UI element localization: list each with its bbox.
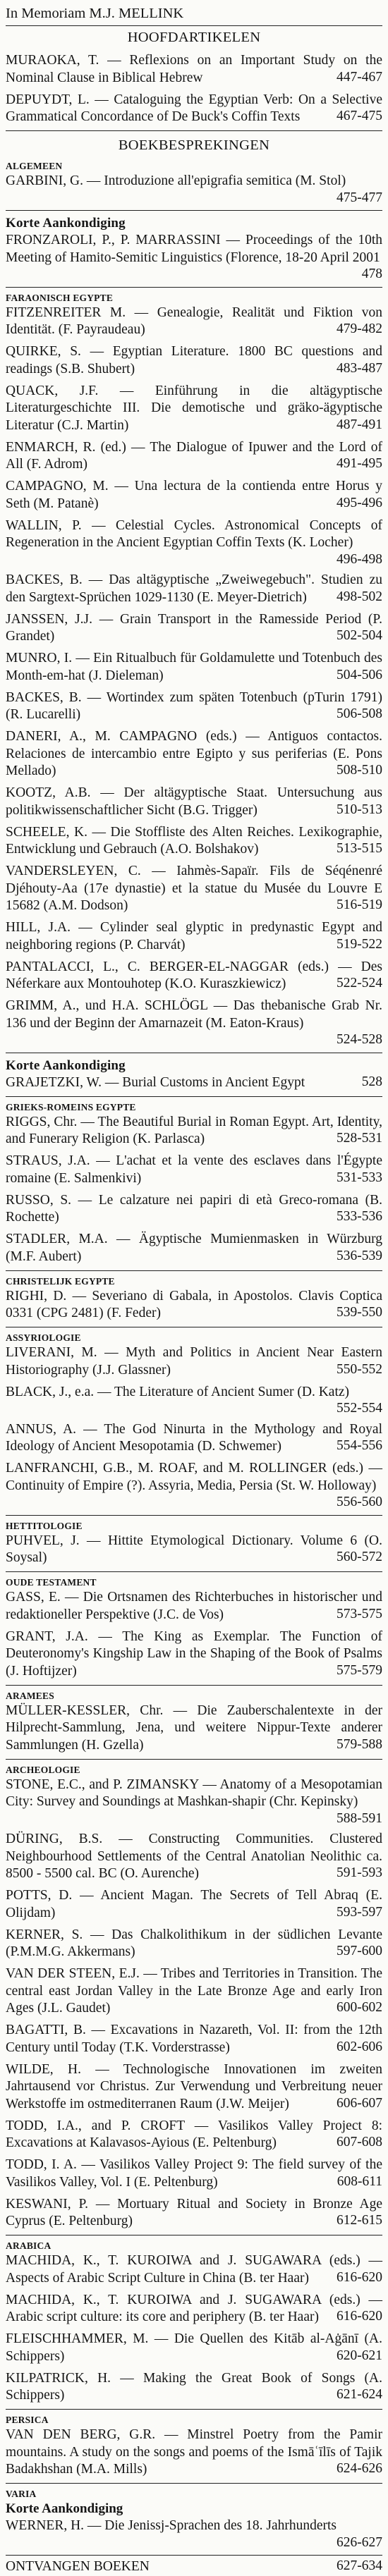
entry-pages: 575-579 bbox=[337, 1662, 382, 1678]
entry-text: STRAUS, J.A. — L'achat et la vente des esclaves dans l'Égypte romaine (E. Salmenkivi) bbox=[6, 1153, 382, 1186]
entry-pages: 495-496 bbox=[337, 495, 382, 510]
entry-pages: 597-600 bbox=[337, 1944, 382, 1958]
entry-text: LANFRANCHI, G.B., M. ROAF, and M. ROLLINGER (eds.) — Continuity of Empire (?). Assyria, Media, Persia (St. W. Holloway) bbox=[6, 1461, 382, 1493]
entry-text: RIGHI, D. — Severiano di Gabala, in Apostolos. Clavis Coptica 0331 (CPG 2481) (F. Feder) bbox=[6, 1288, 382, 1320]
section-group bbox=[6, 1520, 382, 1567]
toc-entry bbox=[6, 2517, 382, 2551]
entry-text: LIVERANI, M. — Myth and Politics in Ancient Near Eastern Historiography (J.J. Glassner) bbox=[6, 1345, 382, 1378]
entry-pages: 616-620 bbox=[337, 2269, 382, 2285]
entry-text: VAN DEN BERG, G.R. — Minstrel Poetry from the Pamir mountains. A study on the songs and poems of the Ismāʿīlīs of Tajik Badakhshan (M.A. Mills) bbox=[6, 2427, 382, 2477]
group-divider bbox=[6, 1270, 382, 1271]
toc-entry bbox=[6, 959, 382, 993]
entry-pages: 556-560 bbox=[337, 1495, 382, 1509]
entry-text: ANNUS, A. — The God Ninurta in the Mythology and Royal Ideology of Ancient Mesopotamia (D. Schwemer) bbox=[6, 1421, 382, 1454]
toc-entry bbox=[6, 1421, 382, 1456]
toc-entry bbox=[6, 439, 382, 474]
section-group bbox=[6, 1275, 382, 1323]
section-group bbox=[6, 52, 382, 126]
entry-pages: 483-487 bbox=[337, 360, 382, 376]
entry-pages: 487-491 bbox=[337, 417, 382, 432]
entry-pages: 524-528 bbox=[337, 1032, 382, 1047]
toc-entry bbox=[6, 2157, 382, 2191]
entry-text: CAMPAGNO, M. — Una lectura de la contienda entre Horus y Seth (M. Patanè) bbox=[6, 479, 382, 511]
section-title: HOOFDARTIKELEN bbox=[127, 30, 261, 45]
group-divider bbox=[6, 1685, 382, 1686]
entry-pages: 531-533 bbox=[337, 1170, 382, 1185]
section-group bbox=[6, 1332, 382, 1510]
section-group bbox=[6, 2488, 382, 2551]
toc-entry bbox=[6, 1114, 382, 1148]
entry-pages: 607-608 bbox=[337, 2135, 382, 2149]
entry-pages: 504-506 bbox=[337, 667, 382, 682]
entry-text: STADLER, M.A. — Ägyptische Mumienmasken in Würzburg (M.F. Aubert) bbox=[6, 1232, 382, 1264]
section-group bbox=[6, 2414, 382, 2479]
section-group bbox=[6, 1101, 382, 1266]
entry-text: PUHVEL, J. — Hittite Etymological Dictionary. Volume 6 (O. Soysal) bbox=[6, 1533, 382, 1565]
toc-entry bbox=[6, 1231, 382, 1265]
toc-entry bbox=[6, 173, 382, 206]
entry-text: FLEISCHHAMMER, M. — Die Quellen des Kitāb al-Aġānī (A. Schippers) bbox=[6, 2331, 382, 2364]
short-announcement-heading: Korte Aankondiging bbox=[6, 1057, 126, 1073]
toc-entry bbox=[6, 2022, 382, 2056]
toc-entry bbox=[6, 689, 382, 724]
sections bbox=[6, 26, 382, 2556]
entry-text: KESWANI, P. — Mortuary Ritual and Society in Bronze Age Cyprus (E. Peltenburg) bbox=[6, 2196, 382, 2228]
entry-text: BACKES, B. — Wortindex zum späten Totenbuch (pTurin 1791) (R. Lucarelli) bbox=[6, 689, 382, 722]
entry-text: BLACK, J., e.a. — The Literature of Ancient Sumer (D. Katz) bbox=[6, 1384, 350, 1399]
toc-entry bbox=[6, 1533, 382, 1567]
toc-entry bbox=[6, 785, 382, 819]
entry-text: RUSSO, S. — Le calzature nei papiri di età Greco-romana (B. Rochette) bbox=[6, 1192, 382, 1225]
toc-entry bbox=[6, 728, 382, 780]
entry-pages: 510-513 bbox=[337, 802, 382, 817]
entry-text: MACHIDA, K., T. KUROIWA and J. SUGAWARA (eds.) — Arabic script culture: its core and periphery (B. ter Haar) bbox=[6, 2292, 382, 2324]
group-heading: FARAONISCH EGYPTE bbox=[6, 292, 114, 303]
group-divider bbox=[6, 1759, 382, 1760]
section-group bbox=[6, 1690, 382, 1755]
toc-entry bbox=[6, 232, 382, 282]
entry-pages: 560-572 bbox=[337, 1550, 382, 1564]
entry-pages: 552-554 bbox=[337, 1401, 382, 1416]
toc-entry bbox=[6, 1344, 382, 1379]
section-group bbox=[6, 215, 382, 282]
entry-text: POTTS, D. — Ancient Magan. The Secrets of Tell Abraq (E. Olijdam) bbox=[6, 1888, 382, 1920]
entry-text: MACHIDA, K., T. KUROIWA and J. SUGAWARA (eds.) — Aspects of Arabic Script Culture in China (B. ter Haar) bbox=[6, 2253, 382, 2286]
entry-text: WALLIN, P. — Celestial Cycles. Astronomical Concepts of Regeneration in the Ancient Egyptian Coffin Texts (K. Locher) bbox=[6, 517, 382, 550]
toc-entry bbox=[6, 1629, 382, 1681]
toc-entry bbox=[6, 1887, 382, 1922]
group-heading: ARABICA bbox=[6, 2240, 51, 2251]
entry-text: TODD, I.A., and P. CROFT — Vasilikos Valley Project 8: Excavations at Kalavasos-Ayious (E. Peltenburg) bbox=[6, 2118, 382, 2150]
toc-entry bbox=[6, 1153, 382, 1187]
toc-entry bbox=[6, 2118, 382, 2152]
group-heading: ARCHEOLOGIE bbox=[6, 1764, 80, 1775]
entry-text: MUNRO, I. — Ein Ritualbuch für Goldamulette und Totenbuch des Month-em-hat (J. Dieleman) bbox=[6, 651, 382, 683]
received-books-entry bbox=[6, 2558, 382, 2576]
toc-entry bbox=[6, 1831, 382, 1883]
toc-entry bbox=[6, 2252, 382, 2287]
entry-text: MURAOKA, T. — Reflexions on an Important Study on the Nominal Clause in Biblical Hebrew bbox=[6, 53, 382, 85]
entry-pages: 621-624 bbox=[337, 2387, 382, 2402]
entry-text: GASS, E. — Die Ortsnamen des Richterbuches in historischer und redaktioneller Perspektive (J.C. de Vos) bbox=[6, 1590, 382, 1622]
entry-pages: 447-467 bbox=[337, 69, 382, 85]
entry-pages: 588-591 bbox=[337, 1810, 382, 1826]
group-divider bbox=[6, 1571, 382, 1572]
entry-pages: 554-556 bbox=[337, 1438, 382, 1453]
group-heading: ARAMEES bbox=[6, 1690, 54, 1701]
entry-text: GRANT, J.A. — The King as Exemplar. The Function of Deuteronomy's Kingship Law in the Shaping of the Book of Psalms (J. Hoftijzer) bbox=[6, 1629, 382, 1679]
entry-pages: 536-539 bbox=[337, 1248, 382, 1263]
entry-text: WERNER, H. — Die Jenissj-Sprachen des 18. Jahrhunderts bbox=[6, 2518, 337, 2533]
entry-text: STONE, E.C., and P. ZIMANSKY — Anatomy of a Mesopotamian City: Survey and Soundings at Mashkan-shapir (Chr. Kepinsky) bbox=[6, 1777, 382, 1809]
toc-entry bbox=[6, 2370, 382, 2405]
entry-text: FRONZAROLI, P., P. MARRASSINI — Proceedings of the 10th Meeting of Hamito-Semitic Linguistics (Florence, 18-20 April 2001 bbox=[6, 233, 382, 265]
entry-text: PANTALACCI, L., C. BERGER-EL-NAGGAR (eds.) — Des Néferkare aux Montouhotep (K.O. Kuraszkiewicz) bbox=[6, 959, 382, 991]
entry-pages: 528 bbox=[361, 1074, 382, 1089]
group-heading: GRIEKS-ROMEINS EGYPTE bbox=[6, 1101, 136, 1112]
group-divider bbox=[6, 287, 382, 288]
entry-text: MÜLLER-KESSLER, Chr. — Die Zauberschalentexte in der Hilprecht-Sammlung, Jena, und weitere Nippur-Texte anderer Sammlungen (H. Gzella) bbox=[6, 1703, 382, 1753]
toc-entry bbox=[6, 1703, 382, 1755]
group-heading: VARIA bbox=[6, 2489, 37, 2499]
group-heading: PERSICA bbox=[6, 2415, 49, 2425]
group-divider bbox=[6, 2555, 382, 2556]
toc-entry bbox=[6, 2061, 382, 2114]
toc-entry bbox=[6, 1460, 382, 1510]
entry-pages: 608-611 bbox=[337, 2173, 382, 2189]
toc-entry bbox=[6, 343, 382, 378]
group-divider bbox=[6, 210, 382, 211]
toc-entry bbox=[6, 998, 382, 1048]
entry-text: QUIRKE, S. — Egyptian Literature. 1800 BC questions and readings (S.B. Shubert) bbox=[6, 344, 382, 376]
group-heading: ASSYRIOLOGIE bbox=[6, 1332, 81, 1343]
entry-pages: 627-634 bbox=[337, 2558, 382, 2573]
entry-pages: 506-508 bbox=[337, 706, 382, 721]
entry-pages: 513-515 bbox=[337, 841, 382, 856]
entry-pages: 624-626 bbox=[337, 2461, 382, 2476]
entry-text: GRIMM, A., und H.A. SCHLÖGL — Das thebanische Grab Nr. 136 und der Beginn der Amarnazeit (M. Eaton-Kraus) bbox=[6, 998, 382, 1031]
entry-text: ENMARCH, R. (ed.) — The Dialogue of Ipuwer and the Lord of All (F. Adrom) bbox=[6, 439, 382, 472]
entry-pages: 539-550 bbox=[337, 1305, 382, 1320]
short-announcement-heading: Korte Aankondiging bbox=[6, 2501, 123, 2516]
section-group bbox=[6, 2240, 382, 2405]
entry-pages: 502-504 bbox=[337, 628, 382, 643]
toc-entry bbox=[6, 2292, 382, 2326]
short-announcement-heading: Korte Aankondiging bbox=[6, 216, 126, 231]
entry-text: VAN DER STEEN, E.J. — Tribes and Territories in Transition. The central east Jordan Valley in the Late Bronze Age and early Iron Ages (J.L. Gaudet) bbox=[6, 1966, 382, 2016]
entry-pages: 496-498 bbox=[337, 551, 382, 567]
section-group bbox=[6, 292, 382, 1048]
entry-pages: 606-607 bbox=[337, 2095, 382, 2111]
entry-text: KILPATRICK, H. — Making the Great Book of Songs (A. Schippers) bbox=[6, 2370, 382, 2403]
entry-text: DÜRING, B.S. — Constructing Communities. Clustered Neighbourhood Settlements of the Central Anatolian Neolithic ca. 8500 - 5500 cal. BC (O. Aurenche) bbox=[6, 1832, 382, 1881]
entry-text: GARBINI, G. — Introduzione all'epigrafia semitica (M. Stol) bbox=[6, 173, 346, 188]
toc-entry bbox=[6, 52, 382, 87]
toc-entry bbox=[6, 1927, 382, 1961]
toc-entry bbox=[6, 517, 382, 568]
toc-entry bbox=[6, 1192, 382, 1227]
entry-pages: 600-602 bbox=[337, 2000, 382, 2015]
entry-text: DANERI, A., M. CAMPAGNO (eds.) — Antiguos contactos. Relaciones de intercambio entre Egipto y sus periferias (E. Pons Mellado) bbox=[6, 729, 382, 778]
toc-entry bbox=[6, 1777, 382, 1827]
entry-text: QUACK, J.F. — Einführung in die altägyptische Literaturgeschichte III. Die demotische und gräko-ägyptische Literatur (C.J. Martin) bbox=[6, 383, 382, 433]
group-divider bbox=[6, 1515, 382, 1516]
entry-text: HILL, J.A. — Cylinder seal glyptic in predynastic Egypt and neighboring regions (P. Charvát) bbox=[6, 920, 382, 952]
entry-pages: 616-620 bbox=[337, 2309, 382, 2324]
entry-pages: 591-593 bbox=[337, 1865, 382, 1880]
group-divider bbox=[6, 1096, 382, 1097]
section-group bbox=[6, 1764, 382, 2231]
toc-entry bbox=[6, 572, 382, 606]
entry-pages: 516-519 bbox=[337, 897, 382, 912]
entry-pages: 519-522 bbox=[337, 936, 382, 952]
section-group bbox=[6, 1576, 382, 1680]
entry-text: KERNER, S. — Das Chalkolithikum in der südlichen Levante (P.M.M.G. Akkermans) bbox=[6, 1927, 382, 1959]
toc-entry bbox=[6, 2196, 382, 2231]
entry-pages: 626-627 bbox=[337, 2534, 382, 2550]
toc-entry bbox=[6, 1074, 382, 1092]
section-group bbox=[6, 1057, 382, 1092]
entry-pages: 620-621 bbox=[337, 2348, 382, 2363]
entry-text: BACKES, B. — Das altägyptische „Zweiwegebuch". Studien zu den Sargtext-Sprüchen 1029-1130 (E. Meyer-Dietrich) bbox=[6, 572, 382, 605]
section-group bbox=[6, 160, 382, 206]
toc-entry bbox=[6, 2331, 382, 2365]
toc-entry bbox=[6, 611, 382, 646]
entry-pages: 478 bbox=[361, 266, 382, 281]
toc-entry bbox=[6, 305, 382, 339]
group-heading: CHRISTELIJK EGYPTE bbox=[6, 1275, 115, 1287]
entry-text: GRAJETZKI, W. — Burial Customs in Ancient Egypt bbox=[6, 1074, 305, 1090]
entry-pages: 508-510 bbox=[337, 763, 382, 778]
group-divider bbox=[6, 2483, 382, 2484]
toc-entry bbox=[6, 824, 382, 859]
entry-text: DEPUYDT, L. — Cataloguing the Egyptian Verb: On a Selective Grammatical Concordance of De Buck's Coffin Texts bbox=[6, 92, 382, 124]
toc-entry bbox=[6, 1384, 382, 1417]
entry-pages: 467-475 bbox=[337, 109, 382, 123]
entry-pages: 528-531 bbox=[337, 1131, 382, 1146]
entry-pages: 498-502 bbox=[337, 589, 382, 604]
entry-pages: 612-615 bbox=[337, 2213, 382, 2228]
toc-entry bbox=[6, 2427, 382, 2479]
entry-text: SCHEELE, K. — Die Stoffliste des Alten Reiches. Lexikographie, Entwicklung und Gebrauch (A.O. Bolshakov) bbox=[6, 824, 382, 857]
entry-pages: 579-588 bbox=[337, 1736, 382, 1752]
toc-entry bbox=[6, 1965, 382, 2018]
toc-entry bbox=[6, 919, 382, 954]
entry-pages: 593-597 bbox=[337, 1904, 382, 1920]
toc-entry bbox=[6, 1288, 382, 1323]
entry-text: TODD, I. A. — Vasilikos Valley Project 9: The field survey of the Vasilikos Valley, Vol. I (E. Peltenburg) bbox=[6, 2157, 382, 2190]
group-heading: HETTITOLOGIE bbox=[6, 1520, 83, 1531]
toc-entry bbox=[6, 478, 382, 513]
entry-text: RIGGS, Chr. — The Beautiful Burial in Roman Egypt. Art, Identity, and Funerary Religion (K. Parlasca) bbox=[6, 1114, 382, 1146]
entry-pages: 550-552 bbox=[337, 1361, 382, 1377]
toc-entry bbox=[6, 1589, 382, 1624]
entry-pages: 479-482 bbox=[337, 321, 382, 336]
group-heading: ALGEMEEN bbox=[6, 161, 63, 171]
entry-pages: 533-536 bbox=[337, 1209, 382, 1224]
entry-text: BAGATTI, B. — Excavations in Nazareth, Vol. II: from the 12th Century until Today (T.K. Vorderstrasse) bbox=[6, 2023, 382, 2055]
entry-text: JANSSEN, J.J. — Grain Transport in the Ramesside Period (P. Grandet) bbox=[6, 611, 382, 644]
entry-text: ONTVANGEN BOEKEN bbox=[6, 2559, 150, 2574]
entry-pages: 602-606 bbox=[337, 2039, 382, 2054]
entry-text: KOOTZ, A.B. — Der altägyptische Staat. Untersuchung aus politikwissenschaftlicher Sicht (B.G. Trigger) bbox=[6, 785, 382, 818]
page-header: In Memoriam M.J. MELLINK bbox=[6, 4, 382, 26]
entry-text: WILDE, H. — Technologische Innovationen im zweiten Jahrtausend vor Christus. Zur Verwendung und Verbreitung neuer Werkstoffe im ostmediterranen Raum (J.W. Meijer) bbox=[6, 2061, 382, 2111]
entry-pages: 475-477 bbox=[337, 190, 382, 205]
entry-text: FITZENREITER M. — Genealogie, Realität und Fiktion von Identität. (F. Payraudeau) bbox=[6, 305, 382, 337]
group-heading: OUDE TESTAMENT bbox=[6, 1577, 97, 1588]
toc-entry bbox=[6, 650, 382, 685]
entry-pages: 491-495 bbox=[337, 456, 382, 471]
toc-entry bbox=[6, 92, 382, 126]
entry-text: VANDERSLEYEN, C. — Iahmès-Sapaïr. Fils de Séqénenré Djéhouty-Aa (17e dynastie) et la statue du Musée du Louvre E 15682 (A.M. Dodson) bbox=[6, 864, 382, 913]
toc-entry bbox=[6, 383, 382, 435]
section-title: BOEKBESPREKINGEN bbox=[118, 137, 270, 153]
entry-pages: 573-575 bbox=[337, 1606, 382, 1621]
entry-pages: 522-524 bbox=[337, 976, 382, 990]
group-divider bbox=[6, 2409, 382, 2410]
group-divider bbox=[6, 130, 382, 131]
toc-entry bbox=[6, 863, 382, 915]
